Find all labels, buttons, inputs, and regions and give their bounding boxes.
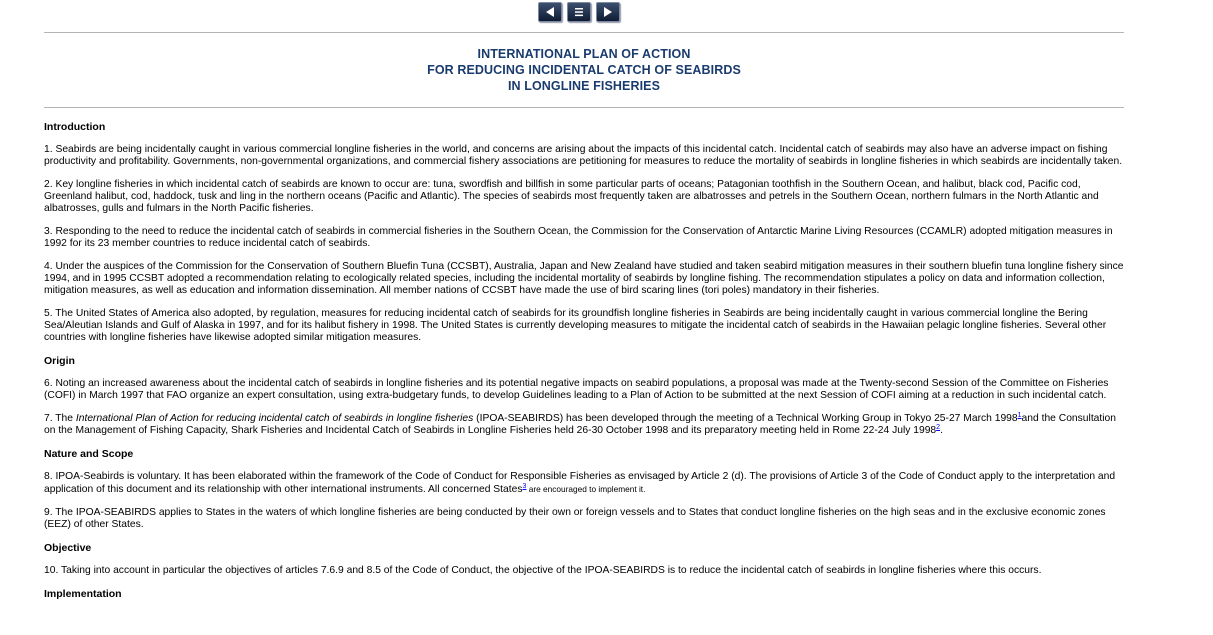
title-divider	[44, 107, 1124, 108]
footnote-link-2[interactable]: 2	[936, 424, 941, 431]
section-heading-introduction: Introduction	[44, 121, 106, 133]
p7-text-c: and the Consultation on the Management of Fishing Capacity, Shark Fisheries and Incidental Catch of Seabirds in Longline Fisheries held 26-30 October 1998 and its preparatory meeting held in Rome 22-24 July 1998	[44, 413, 1117, 436]
footnote-link-3[interactable]: 3	[522, 483, 527, 490]
footnote-link-1[interactable]: 1	[1017, 412, 1022, 419]
paragraph-8	[44, 471, 1124, 496]
p7-italic-title: International Plan of Action for reducing incidental catch of seabirds in longline fisheries	[75, 413, 474, 424]
section-heading-implementation: Implementation	[44, 588, 122, 600]
paragraph-3: 3. Responding to the need to reduce the incidental catch of seabirds in commercial fisheries in the Southern Ocean, the Commission for the Conservation of Antarctic Marine Living Resources (CCAMLR) adopted mitigation measures in 1992 for its 23 member countries to reduce incidental catch of seabirds.	[44, 226, 1113, 249]
arrow-left-icon	[543, 5, 557, 19]
title-line-3: IN LONGLINE FISHERIES	[507, 79, 661, 93]
p7-text-b: (IPOA-SEABIRDS) has been developed through the meeting of a Technical Working Group in Tokyo 25-27 March 1998	[473, 413, 1018, 424]
p8-text-b: are encouraged to implement it.	[526, 484, 646, 494]
list-icon	[572, 5, 586, 19]
navigation-bar	[538, 2, 620, 22]
paragraph-5: 5. The United States of America also adopted, by regulation, measures for reducing incidental catch of seabirds for its groundfish longline fisheries in Seabirds are being incidentally caught in various commercial longline the Bering Sea/Aleutian Islands and Gulf of Alaska in 1997, and for its halibut fishery in 1998. The United States is currently developing measures to mitigate the incidental catch of seabirds in the Hawaiian pelagic longline fisheries. Several other countries with longline fisheries have likewise adopted similar mitigation measures.	[44, 308, 1107, 343]
section-heading-origin: Origin	[44, 355, 75, 367]
paragraph-7	[44, 413, 1124, 437]
section-heading-objective: Objective	[44, 542, 92, 554]
paragraph-10: 10. Taking into account in particular the objectives of articles 7.6.9 and 8.5 of the Code of Conduct, the objective of the IPOA-SEABIRDS is to reduce the incidental catch of seabirds in longline fisheries where this occurs.	[44, 565, 1042, 576]
top-divider	[44, 32, 1124, 33]
title-line-2: FOR REDUCING INCIDENTAL CATCH OF SEABIRDS	[427, 63, 741, 77]
p7-text-a: 7. The	[44, 413, 76, 424]
paragraph-6: 6. Noting an increased awareness about the incidental catch of seabirds in longline fisheries and its potential negative impacts on seabird populations, a proposal was made at the Twenty-second Session of the Committee on Fisheries (COFI) in March 1997 that FAO organize an expert consultation, using extra-budgetary funds, to develop Guidelines leading to a Plan of Action to be submitted at the next Session of COFI aiming at a reduction in such incidental catch.	[44, 378, 1109, 401]
p7-text-d: .	[940, 425, 943, 436]
section-heading-nature-and-scope: Nature and Scope	[44, 448, 134, 460]
p8-text-a: 8. IPOA-Seabirds is voluntary. It has been elaborated within the framework of the Code of Conduct for Responsible Fisheries as envisaged by Article 2 (d). The provisions of Article 3 of the Code of Conduct apply to the interpretation and application of this document and its relationship with other international instruments. All concerned States	[44, 471, 1116, 495]
paragraph-9: 9. The IPOA-SEABIRDS applies to States in the waters of which longline fisheries are being conducted by their own or foreign vessels and to States that conduct longline fisheries on the high seas and in the exclusive economic zones (EEZ) of other States.	[44, 507, 1106, 530]
table-of-contents-button[interactable]	[567, 2, 591, 22]
paragraph-1: 1. Seabirds are being incidentally caught in various commercial longline fisheries in the world, and concerns are arising about the impacts of this incidental catch. Incidental catch of seabirds may also have an adverse impact on fishing productivity and profitability. Governments, non-governmental organizations, and commercial fishery associations are petitioning for measures to reduce the mortality of seabirds in longline fisheries in which seabirds are incidentally taken.	[44, 144, 1123, 167]
document-title	[44, 46, 1124, 94]
previous-page-button[interactable]	[538, 2, 562, 22]
arrow-right-icon	[601, 5, 615, 19]
document-body	[44, 121, 1124, 611]
next-page-button[interactable]	[596, 2, 620, 22]
title-line-1: INTERNATIONAL PLAN OF ACTION	[477, 47, 691, 61]
paragraph-2: 2. Key longline fisheries in which incidental catch of seabirds are known to occur are: tuna, swordfish and billfish in some particular parts of oceans; Patagonian toothfish in the Southern Ocean, and halibut, black cod, Pacific cod, Greenland halibut, cod, haddock, tusk and ling in the northern oceans (Pacific and Atlantic). The species of seabirds most frequently taken are albatrosses and petrels in the Southern Ocean, northern fulmars in the North Atlantic and albatrosses, gulls and fulmars in the North Pacific fisheries.	[44, 179, 1099, 214]
paragraph-4: 4. Under the auspices of the Commission for the Conservation of Southern Bluefin Tuna (CCSBT), Australia, Japan and New Zealand have studied and taken seabird mitigation measures in their southern bluefin tuna longline fishery since 1994, and in 1995 CCSBT adopted a recommendation relating to ecologically related species, including the incidental mortality of seabirds by longline fishing. The recommendation stipulates a policy on data and information collection, mitigation measures, as well as education and information dissemination. All member nations of CCSBT have made the use of bird scaring lines (tori poles) mandatory in their fisheries.	[44, 261, 1124, 296]
